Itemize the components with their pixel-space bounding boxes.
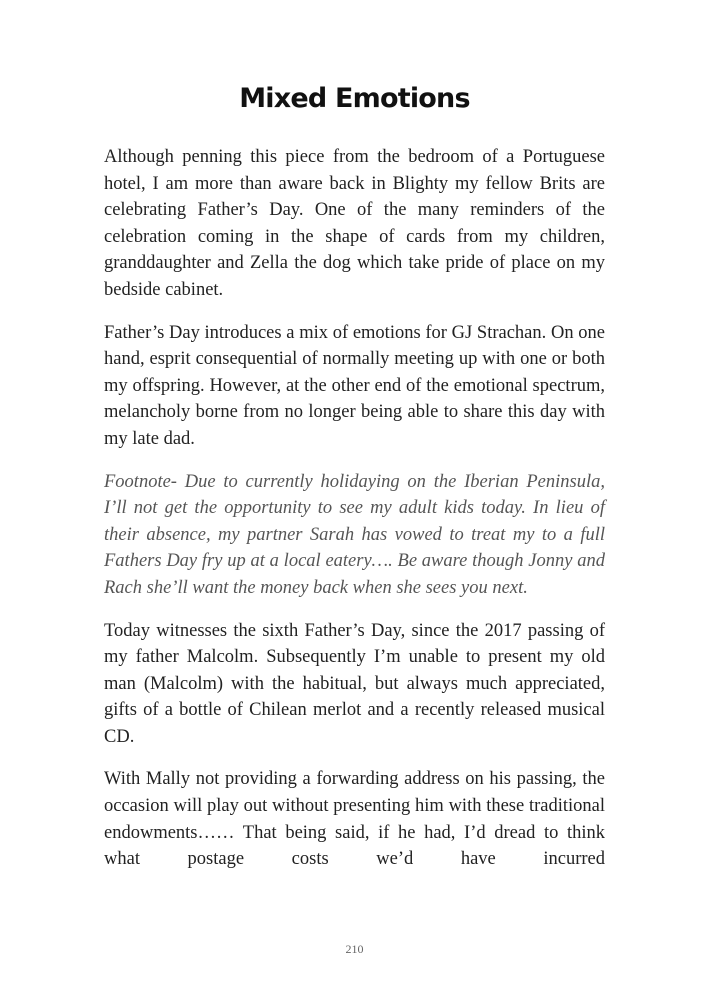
chapter-title: Mixed Emotions: [239, 83, 470, 114]
paragraph-mix-of-emotions: Father’s Day introduces a mix of emotions for GJ Strachan. On one hand, esprit consequential of normally meeting up with one or both my offspring. However, at the other end of the emotional spectrum, melancholy borne from no longer being able to share this day with my late dad.: [104, 322, 605, 449]
paragraph-sixth-fathers-day: Today witnesses the sixth Father’s Day, since the 2017 passing of my father Malcolm. Subsequently I’m unable to present my old man (Malcolm) with the habitual, but always much appreciated, gifts of a bottle of Chilean merlot and a recently released musical CD.: [104, 620, 605, 747]
footnote-paragraph: Footnote- Due to currently holidaying on the Iberian Peninsula, I’ll not get the opportunity to see my adult kids today. In lieu of their absence, my partner Sarah has vowed to treat my to a full Fathers Day fry up at a local eatery…. Be aware though Jonny and Rach she’ll want the money back when she sees you next.: [104, 471, 605, 598]
page-number: 210: [345, 942, 364, 956]
paragraph-father-day-hotel: Although penning this piece from the bedroom of a Portuguese hotel, I am more than aware back in Blighty my fellow Brits are celebrating Father’s Day. One of the many reminders of the celebration coming in the shape of cards from my children, granddaughter and Zella the dog which take pride of place on my bedside cabinet.: [104, 147, 605, 300]
paragraph-forwarding-address: With Mally not providing a forwarding address on his passing, the occasion will play out without presenting him with these traditional endowments…… That being said, if he had, I’d dread to think what postage costs we’d have incurred: [104, 769, 605, 870]
chapter-body: [104, 144, 605, 873]
